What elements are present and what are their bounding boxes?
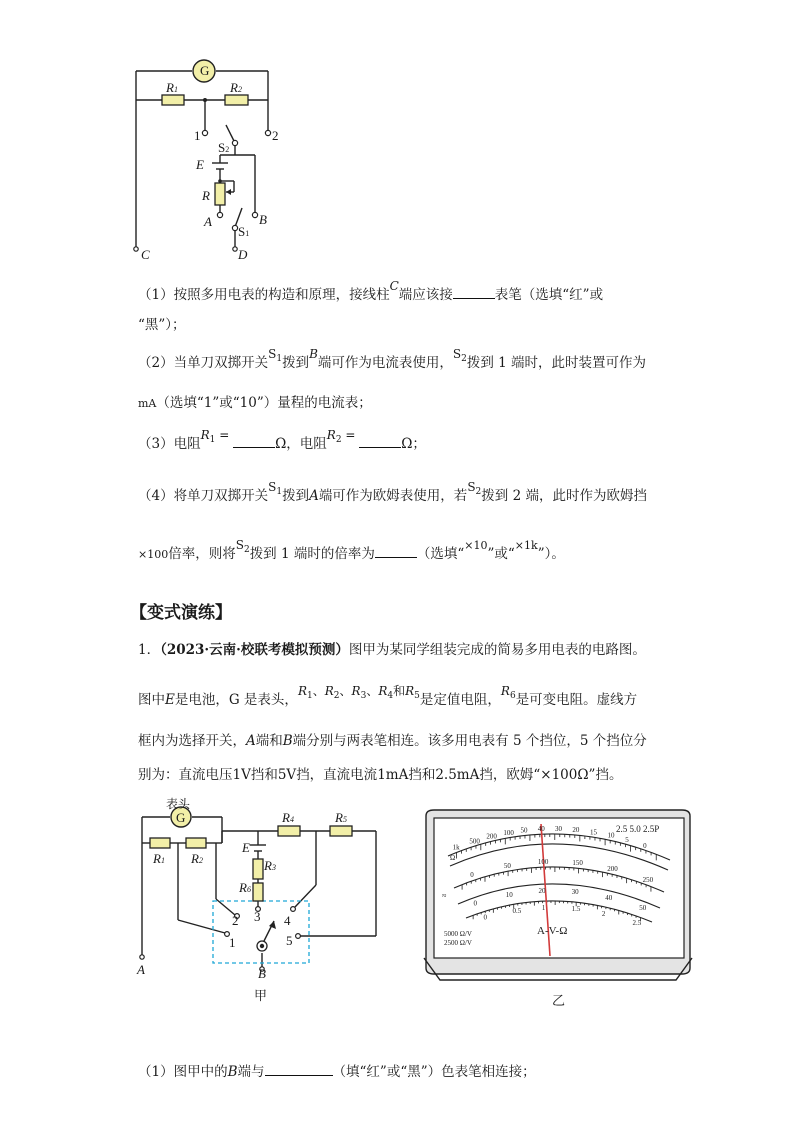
dc-scale-label: 150 xyxy=(572,859,583,868)
corner-class-text: 2.5 5.0 2.5P xyxy=(616,824,660,834)
r1-label: R1 xyxy=(166,80,178,95)
switch-terminal-2: 2 xyxy=(232,913,239,928)
resistor-symbol-2: R xyxy=(324,684,334,698)
low-scale-label: 0.5 xyxy=(512,906,522,915)
r3-label: R3 xyxy=(264,858,276,873)
answer-blank-r1[interactable] xyxy=(233,435,275,448)
a-label: A xyxy=(204,214,212,229)
ohm-scale-label: 200 xyxy=(486,832,497,841)
r-label: R xyxy=(202,188,210,203)
ac-scale-label: 30 xyxy=(571,888,579,897)
ohm-scale-label: 1k xyxy=(452,843,460,852)
low-scale-label: 0 xyxy=(483,913,487,922)
meter-head-label: 表头 xyxy=(166,797,191,811)
galvanometer-label: G xyxy=(200,63,210,78)
svg-text:≈: ≈ xyxy=(442,891,447,900)
r6-label: R6 xyxy=(239,880,251,895)
resistor-symbol-5: R xyxy=(405,684,415,698)
resistor-symbol-1: R xyxy=(297,684,307,698)
low-scale-label: 1.5 xyxy=(571,905,581,914)
ac-scale-label: 0 xyxy=(473,899,477,908)
ohm-scale-label: 30 xyxy=(555,825,563,834)
dc-scale-label: 50 xyxy=(503,862,511,871)
figure-caption-jia: 甲 xyxy=(254,989,268,1004)
resistor-symbol-3: R xyxy=(351,684,361,698)
r2-label-2: R2 xyxy=(191,851,203,866)
circuit-diagram-2 xyxy=(130,795,390,995)
ohm-scale-label: 0 xyxy=(643,841,647,850)
low-scale-label: 2.5 xyxy=(632,919,642,928)
answer-blank-1[interactable] xyxy=(453,286,495,299)
ohm-scale-label: 5 xyxy=(625,836,629,845)
resistor-symbol-4: R xyxy=(378,684,388,698)
problem-1-line-4: 别为：直流电压1V挡和5V挡，直流电流1mA挡和2.5mA挡，欧姆“×100Ω”挡。 xyxy=(138,767,623,783)
a-terminal-label: A xyxy=(137,962,145,977)
svg-text:Ω: Ω xyxy=(450,854,456,862)
e-label: E xyxy=(196,157,204,172)
question-3: （3）电阻$R_1 = \Omega$，电阻$R_2 = \Omega$； xyxy=(138,428,426,452)
resistor-list xyxy=(297,684,420,701)
problem-1-line-1: 1．（2023·云南·校联考模拟预测）图甲为某同学组装完成的简易多用电表的电路图。 xyxy=(138,642,646,658)
question-2-cont: mA（选填“1”或“10”）量程的电流表； xyxy=(138,395,372,411)
s2-label: S2 xyxy=(218,140,230,155)
answer-blank-5[interactable] xyxy=(265,1063,333,1076)
question-1: （1）按照多用电表的构造和原理，接线柱C端应该接 表笔（选填“红”或 xyxy=(138,279,604,303)
note-5000: 5000 Ω/V xyxy=(444,930,472,938)
switch-terminal-5: 5 xyxy=(286,933,293,948)
switch-terminal-3: 3 xyxy=(254,909,261,924)
ohm-scale-label: 100 xyxy=(503,828,514,837)
section-title: 【变式演练】 xyxy=(130,603,232,623)
dial-center-text: A-V-Ω xyxy=(537,925,568,937)
dc-scale-label: 100 xyxy=(537,858,549,867)
ac-scale-label: 40 xyxy=(605,893,613,902)
resistor-subscript-3: 3 xyxy=(360,691,367,701)
question-2: （2）当单刀双掷开关$S_1$拨到B端可作为电流表使用，$S_2$拨到 1 端时，此时装置可作为 xyxy=(138,347,647,371)
switch-terminal-1: 1 xyxy=(229,935,236,950)
resistor-subscript-4: 4 xyxy=(387,691,394,701)
ohm-scale-label: 15 xyxy=(589,828,597,837)
dc-scale-label: 250 xyxy=(642,875,654,884)
e-label-2: E xyxy=(242,840,250,855)
answer-blank-r2[interactable] xyxy=(359,435,401,448)
r2-label: R2 xyxy=(230,80,242,95)
answer-blank-4[interactable] xyxy=(375,545,417,558)
resistor-separator: 、 xyxy=(366,684,379,698)
resistor-separator: 、 xyxy=(312,684,325,698)
ac-scale-label: 50 xyxy=(639,904,647,913)
dc-scale-label: 0 xyxy=(470,871,474,880)
low-scale-label: 1 xyxy=(541,904,546,913)
question-4: （4）将单刀双掷开关$S_1$拨到A端可作为欧姆表使用，若$S_2$拨到 2 端，此时作为欧姆挡 xyxy=(138,480,647,504)
terminal-1-label: 1 xyxy=(194,128,201,143)
galvanometer-2-label: G xyxy=(176,810,186,825)
dc-scale-label: 200 xyxy=(607,865,618,874)
question-4-cont: ×100倍率，则将$S_2$拨到 1 端时的倍率为 （选填“$^{\times 10}$”或“$^{\times 1k}$”）。 xyxy=(138,538,565,562)
r5-label: R5 xyxy=(335,810,347,825)
b-label: B xyxy=(259,212,267,227)
b-terminal-label: B xyxy=(258,966,266,981)
resistor-separator: 和 xyxy=(393,684,406,698)
resistor-subscript-5: 5 xyxy=(414,691,420,701)
terminal-2-label: 2 xyxy=(272,128,279,143)
c-label: C xyxy=(141,247,150,262)
problem-1-line-3: 框内为选择开关，A端和B端分别与两表笔相连。该多用电表有 5 个挡位，5 个挡位分 xyxy=(138,733,647,749)
problem-1-line-2: 图中E是电池，G 是表头，$R_1$、$R_2$、$R_3$、$R_4$和$R_5$是定值电阻，$R_6$是可变电阻。虚线方 xyxy=(138,684,638,708)
ac-scale-label: 10 xyxy=(505,890,513,899)
figure-caption-yi: 乙 xyxy=(552,994,566,1009)
ohm-scale-label: 50 xyxy=(520,826,528,835)
circuit-diagram-1 xyxy=(130,55,290,270)
question-5: （1）图甲中的B端与 （填“红”或“黑”）色表笔相连接； xyxy=(138,1064,536,1080)
r4-label: R4 xyxy=(282,810,294,825)
resistor-separator: 、 xyxy=(339,684,352,698)
ohm-scale-label: 500 xyxy=(469,837,480,846)
ohm-scale-label: 10 xyxy=(607,831,615,840)
s1-label: S1 xyxy=(238,224,250,239)
r1-label-2: R1 xyxy=(153,851,165,866)
low-scale-label: 2 xyxy=(601,910,606,919)
switch-terminal-4: 4 xyxy=(284,913,291,928)
note-2500: 2500 Ω/V xyxy=(444,939,472,947)
multimeter-dial xyxy=(420,808,696,986)
ohm-scale-label: 20 xyxy=(572,826,580,835)
resistor-subscript-1: 1 xyxy=(306,691,313,701)
resistor-subscript-2: 2 xyxy=(333,691,340,701)
ohm-scale-label: 40 xyxy=(537,825,545,834)
question-1-cont: “黑”）； xyxy=(138,317,186,333)
ac-scale-label: 20 xyxy=(538,887,546,896)
d-label: D xyxy=(238,247,248,262)
